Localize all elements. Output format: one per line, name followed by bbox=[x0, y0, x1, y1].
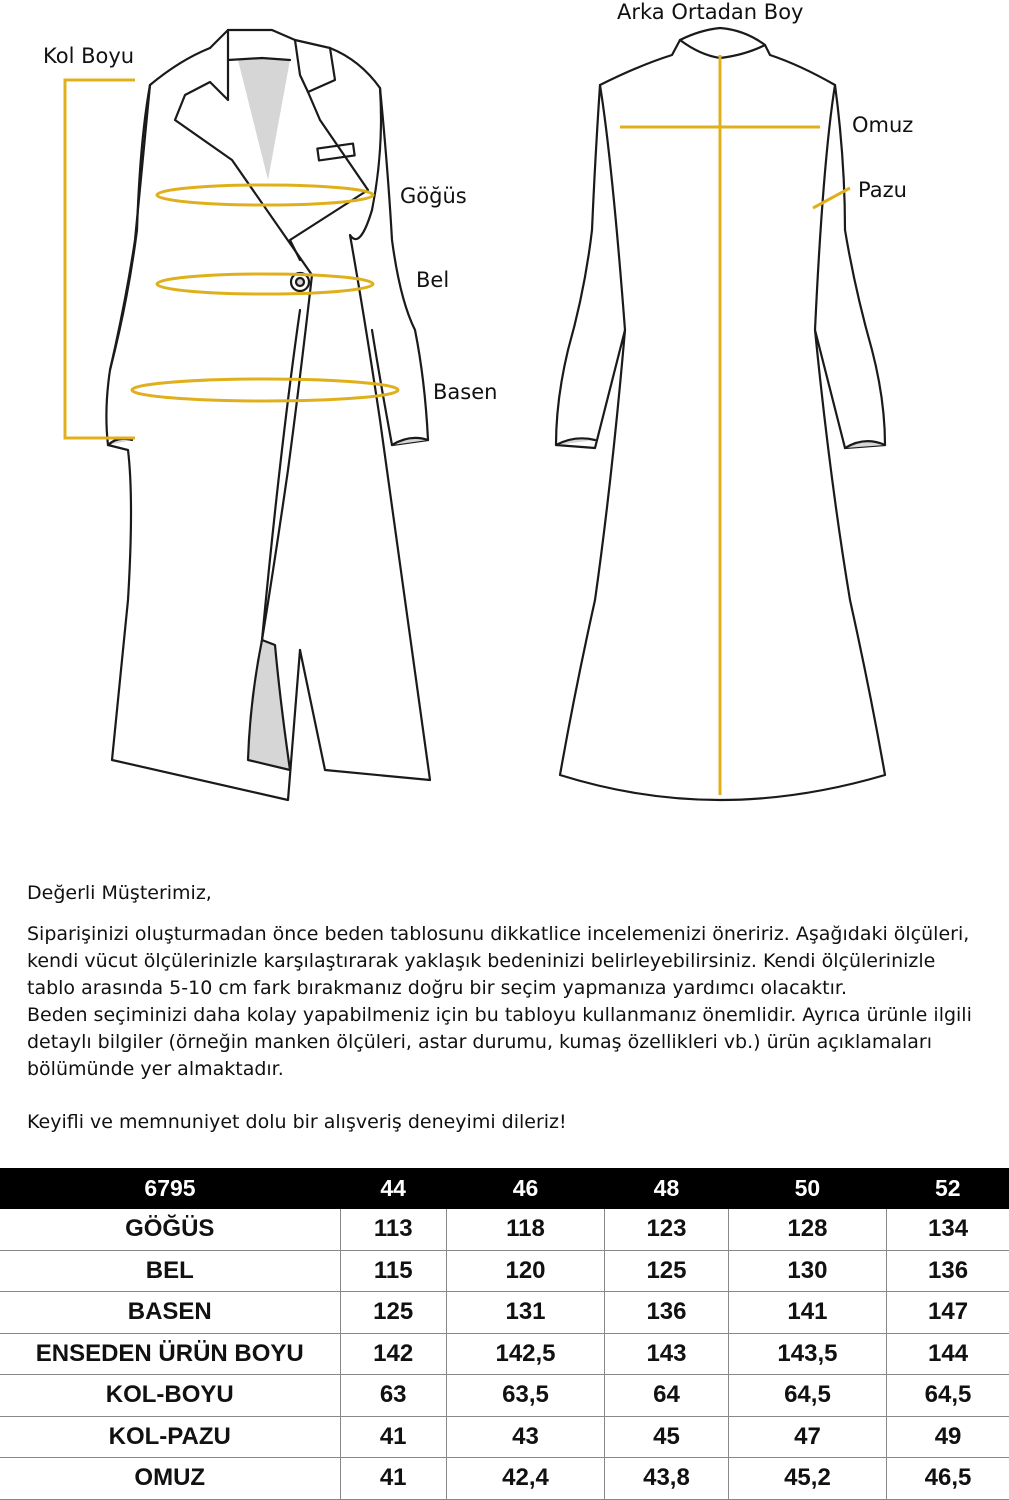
row-label: ENSEDEN ÜRÜN BOYU bbox=[0, 1333, 340, 1375]
table-row bbox=[0, 1292, 1009, 1334]
table-cell: 63 bbox=[340, 1375, 446, 1417]
paragraph-details: Beden seçiminizi daha kolay yapabilmeniz için bu tabloyu kullanmanız önemlidir. Ayrıca ürünle ilgili detaylı bilgiler (örneğin manken ölçüleri, astar durumu, kumaş özellikleri vb.) ürün açıklamaları bölümünde yer almaktadır. bbox=[27, 1004, 972, 1080]
table-cell: 45,2 bbox=[728, 1458, 886, 1500]
table-cell: 143 bbox=[605, 1333, 729, 1375]
intro-text bbox=[27, 880, 987, 1136]
table-cell: 128 bbox=[728, 1209, 886, 1250]
header-size: 50 bbox=[728, 1168, 886, 1209]
table-cell: 118 bbox=[446, 1209, 604, 1250]
table-header-row bbox=[0, 1168, 1009, 1209]
table-cell: 45 bbox=[605, 1416, 729, 1458]
header-size: 46 bbox=[446, 1168, 604, 1209]
table-cell: 125 bbox=[340, 1292, 446, 1334]
row-label: GÖĞÜS bbox=[0, 1209, 340, 1250]
table-cell: 125 bbox=[605, 1250, 729, 1292]
table-cell: 113 bbox=[340, 1209, 446, 1250]
table-cell: 47 bbox=[728, 1416, 886, 1458]
table-cell: 49 bbox=[887, 1416, 1009, 1458]
label-chest: Göğüs bbox=[400, 184, 467, 208]
table-row bbox=[0, 1458, 1009, 1500]
table-cell: 141 bbox=[728, 1292, 886, 1334]
table-cell: 41 bbox=[340, 1458, 446, 1500]
table-cell: 136 bbox=[887, 1250, 1009, 1292]
table-cell: 64,5 bbox=[728, 1375, 886, 1417]
closing-wish: Keyifli ve memnuniyet dolu bir alışveriş deneyimi dileriz! bbox=[27, 1111, 567, 1133]
header-size: 52 bbox=[887, 1168, 1009, 1209]
row-label: KOL-PAZU bbox=[0, 1416, 340, 1458]
row-label: BEL bbox=[0, 1250, 340, 1292]
table-cell: 123 bbox=[605, 1209, 729, 1250]
table-cell: 63,5 bbox=[446, 1375, 604, 1417]
paragraph-size-advice: Siparişinizi oluşturmadan önce beden tablosunu dikkatlice incelemenizi öneririz. Aşağıdaki ölçüleri, kendi vücut ölçülerinizle karşılaştırarak yaklaşık bedeninizi belirleyebilirsiniz. Kendi ölçülerinizle tablo arasında 5-10 cm fark bırakmanız doğru bir seçim yapmanıza yardımcı olacaktır. bbox=[27, 923, 970, 999]
table-cell: 144 bbox=[887, 1333, 1009, 1375]
label-upper-arm: Pazu bbox=[858, 178, 907, 202]
table-cell: 142 bbox=[340, 1333, 446, 1375]
table-row bbox=[0, 1333, 1009, 1375]
table-cell: 64,5 bbox=[887, 1375, 1009, 1417]
size-table bbox=[0, 1168, 1009, 1500]
table-cell: 115 bbox=[340, 1250, 446, 1292]
table-row bbox=[0, 1250, 1009, 1292]
table-cell: 120 bbox=[446, 1250, 604, 1292]
header-model-code: 6795 bbox=[0, 1168, 340, 1209]
header-size: 44 bbox=[340, 1168, 446, 1209]
table-cell: 134 bbox=[887, 1209, 1009, 1250]
table-cell: 142,5 bbox=[446, 1333, 604, 1375]
row-label: KOL-BOYU bbox=[0, 1375, 340, 1417]
label-waist: Bel bbox=[416, 268, 450, 292]
table-cell: 42,4 bbox=[446, 1458, 604, 1500]
table-cell: 130 bbox=[728, 1250, 886, 1292]
greeting: Değerli Müşterimiz, bbox=[27, 882, 212, 904]
table-row bbox=[0, 1375, 1009, 1417]
label-shoulder: Omuz bbox=[852, 113, 914, 137]
table-cell: 41 bbox=[340, 1416, 446, 1458]
table-cell: 136 bbox=[605, 1292, 729, 1334]
row-label: OMUZ bbox=[0, 1458, 340, 1500]
table-cell: 43 bbox=[446, 1416, 604, 1458]
table-cell: 147 bbox=[887, 1292, 1009, 1334]
table-cell: 46,5 bbox=[887, 1458, 1009, 1500]
label-sleeve-length: Kol Boyu bbox=[43, 44, 135, 68]
table-cell: 64 bbox=[605, 1375, 729, 1417]
table-row bbox=[0, 1416, 1009, 1458]
label-back-center-length: Arka Ortadan Boy bbox=[617, 0, 804, 24]
table-row bbox=[0, 1209, 1009, 1250]
row-label: BASEN bbox=[0, 1292, 340, 1334]
header-size: 48 bbox=[605, 1168, 729, 1209]
label-hip: Basen bbox=[433, 380, 498, 404]
table-cell: 143,5 bbox=[728, 1333, 886, 1375]
table-cell: 131 bbox=[446, 1292, 604, 1334]
table-cell: 43,8 bbox=[605, 1458, 729, 1500]
front-view bbox=[106, 30, 430, 800]
